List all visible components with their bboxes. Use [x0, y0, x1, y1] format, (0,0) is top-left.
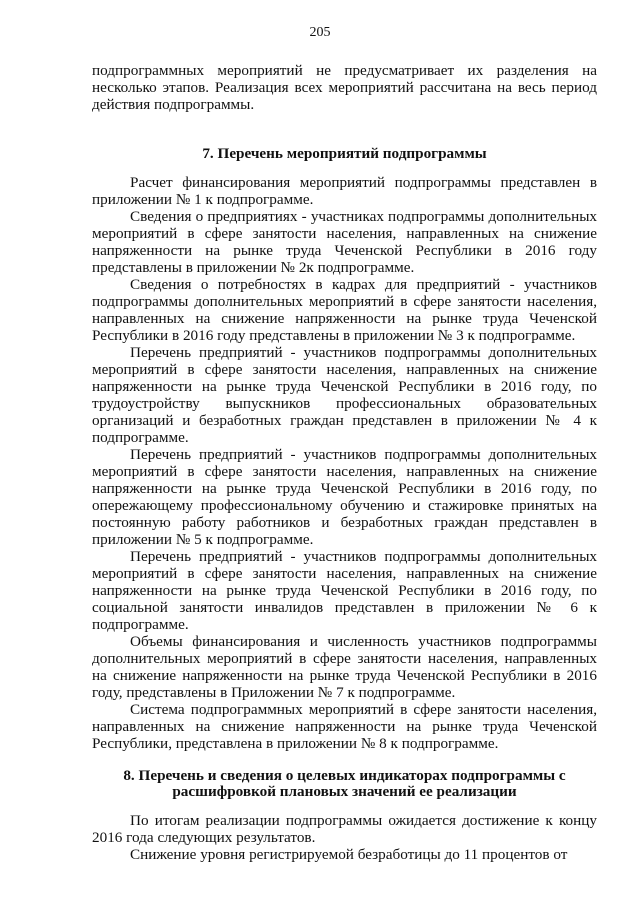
paragraph: Перечень предприятий - участников подпрограммы дополнительных мероприятий в сфере занятости населения, направленных на снижение напряженности на рынке труда Чеченской Республики в 2016 году, по трудоустройству выпускников профессиональных образовательных организаций и безработных граждан представлен в приложении № 4 к подпрограмме. — [92, 344, 597, 446]
paragraph: Перечень предприятий - участников подпрограммы дополнительных мероприятий в сфере занятости населения, направленных на снижение напряженности на рынке труда Чеченской Республики в 2016 году, по опережающему профессиональному обучению и стажировке принятых на постоянную работу работников и безработных граждан представлен в приложении № 5 к подпрограмме. — [92, 446, 597, 548]
paragraph: Объемы финансирования и численность участников подпрограммы дополнительных мероприятий в сфере занятости населения, направленных на снижение напряженности на рынке труда Чеченской Республики в 2016 году, представлены в Приложении № 7 к подпрограмме. — [92, 633, 597, 701]
paragraph: По итогам реализации подпрограммы ожидается достижение к концу 2016 года следующих результатов. — [92, 812, 597, 846]
section-7-heading: 7. Перечень мероприятий подпрограммы — [202, 145, 487, 162]
section-8-heading — [92, 768, 597, 800]
paragraph: Система подпрограммных мероприятий в сфере занятости населения, направленных на снижение напряженности на рынке труда Чеченской Республики, представлена в приложении № 8 к подпрограмме. — [92, 701, 597, 752]
section-8-heading-line-2: расшифровкой плановых значений ее реализации — [172, 783, 517, 800]
paragraph: Расчет финансирования мероприятий подпрограммы представлен в приложении № 1 к подпрограмме. — [92, 174, 597, 208]
document-body — [92, 62, 597, 863]
page-number: 205 — [309, 25, 331, 40]
paragraph: Перечень предприятий - участников подпрограммы дополнительных мероприятий в сфере занятости населения, направленных на снижение напряженности на рынке труда Чеченской Республики в 2016 году, по социальной занятости инвалидов представлен в приложении № 6 к подпрограмме. — [92, 548, 597, 633]
paragraph-intro: подпрограммных мероприятий не предусматривает их разделения на несколько этапов. Реализация всех мероприятий рассчитана на весь период действия подпрограммы. — [92, 62, 597, 113]
section-8-heading-line-1: 8. Перечень и сведения о целевых индикаторах подпрограммы с — [123, 767, 566, 784]
paragraph: Сведения о предприятиях - участниках подпрограммы дополнительных мероприятий в сфере занятости населения, направленных на снижение напряженности на рынке труда Чеченской Республики в 2016 году представлены в приложении № 2к подпрограмме. — [92, 208, 597, 276]
paragraph: Снижение уровня регистрируемой безработицы до 11 процентов от — [130, 846, 568, 863]
paragraph: Сведения о потребностях в кадрах для предприятий - участников подпрограммы дополнительных мероприятий в сфере занятости населения, направленных на снижение напряженности на рынке труда Чеченской Республики в 2016 году представлены в приложении № 3 к подпрограмме. — [92, 276, 597, 344]
